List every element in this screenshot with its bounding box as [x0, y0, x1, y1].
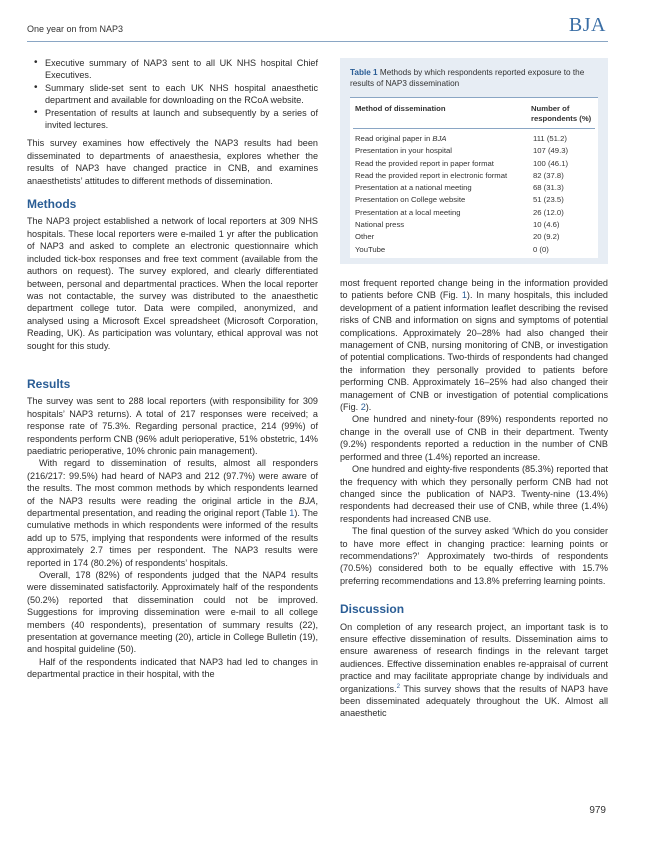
respondents-cell: 107 (49.3) — [533, 146, 569, 156]
method-cell — [353, 170, 529, 182]
method-cell — [353, 182, 529, 194]
right-paragraph-3: One hundred and eighty-five respondents (85.3%) reported that the frequency with which they personally perform CNB had not changed since the publication of NAP3. Twenty-nine (13.4%) respondents had decreased their use of CNB, while three (1.4%) respondents had increased CNB use. — [340, 464, 608, 524]
method-cell — [353, 145, 529, 157]
method-text: Read the provided report in electronic format — [355, 170, 508, 180]
intro-paragraph: This survey examines how effectively the NAP3 results had been disseminated to departments of anaesthesia, explores whether the results of NAP3 have changed practice in CNB, and examines anaesthetists’ attitudes to different methods of dissemination. — [27, 138, 318, 186]
methods-heading: Methods — [27, 197, 77, 212]
bullet-item: • Presentation of results at launch and subsequently by a series of invited lectures. — [45, 107, 318, 132]
method-text: Read the provided report in paper format — [355, 158, 494, 168]
table-row — [353, 158, 595, 170]
figure-1-reference-link[interactable]: 1 — [461, 290, 467, 301]
respondents-cell: 68 (31.3) — [533, 183, 564, 193]
figure-2-reference-link[interactable]: 2 — [360, 402, 366, 413]
method-cell — [353, 231, 529, 243]
right-paragraph-2: One hundred and ninety-four (89%) respondents reported no change in the overall use of CNB in their department. Twenty (9.2%) respondents reported a reduction in the number of CNB performed and three (1.4%) reported an increase. — [340, 414, 608, 462]
method-cell — [353, 129, 529, 146]
journal-logo: BJA — [568, 14, 606, 36]
table-row — [353, 170, 595, 182]
bullet-item: • Summary slide-set sent to each UK NHS hospital anaesthetic department and available for downloading on the RCoA website. — [45, 82, 318, 107]
results-p2-text-a: With regard to dissemination of results, almost all responders (216/217: 99.5%) had heard of NAP3 and 212 (97.7%) were aware of the results. The most common methods by which respondents learned of the NAP3 results were reading the original article in the — [27, 458, 318, 506]
running-title: One year on from NAP3 — [27, 24, 124, 34]
right-p1-text-b: ). In many hospitals, this included development of a patient information leaflet describing the revised risks of CNB and information on signs and symptoms of potential complications. Approximately 20–28% had also changed their management of CNB, nursing monitoring of CNB, or investigation of potential complications. Two-thirds of respondents had changed the information they personally provided to patients before performing CNB. Approximately 16–25% had also changed their management of CNB or investigation of potential complications (Fig. — [340, 290, 608, 413]
column-header-method: Method of dissemination — [355, 104, 446, 113]
method-text: Presentation in your hospital — [355, 146, 453, 156]
citation-2-link[interactable]: 2 — [396, 683, 400, 690]
column-header-number: Number of respondents (%) — [531, 104, 592, 123]
table-row — [353, 244, 595, 256]
method-cell — [353, 219, 529, 231]
respondents-cell: 0 (0) — [533, 244, 549, 254]
bullet-item: • Executive summary of NAP3 sent to all UK NHS hospital Chief Executives. — [45, 57, 318, 82]
method-text: Presentation at a national meeting — [355, 183, 472, 193]
discussion-text-b: This survey shows that the results of NAP3 have been disseminated adequately throughout the UK. Almost all anaesthetic — [340, 683, 608, 719]
results-heading: Results — [27, 376, 71, 391]
table-label: Table 1 — [350, 68, 378, 77]
method-cell — [353, 194, 529, 206]
right-paragraph-1 — [340, 277, 608, 413]
respondents-cell: 20 (9.2) — [533, 232, 560, 242]
table-row — [353, 145, 595, 157]
table-row — [353, 207, 595, 219]
respondents-cell: 100 (46.1) — [533, 158, 569, 168]
methods-paragraph: The NAP3 project established a network of local reporters at 309 NHS hospitals. These local reporters were e-mailed 1 yr after the publication of NAP3 and asked to complete an electronic questionnaire which included tick-box responses and free text comment (available from the authors on request). The survey explored, and clearly differentiated between, personal and departmental practices. When the local reporter was not contactable, the survey was distributed to the anaesthetic department college tutor. Data were compiled, anonymized, and analysed using a Microsoft Excel spreadsheet (Microsoft Corporation, Reading, UK). As participation was voluntary, ethical approval was not sought for this study. — [27, 216, 318, 351]
method-text: YouTube — [355, 244, 386, 254]
results-paragraph-3: Overall, 178 (82%) of respondents judged that the NAP4 results were disseminated satisfactorily. Approximately half of the respondents (50.2%) reported that dissemination could not be improved. Suggestions for improving dissemination were e-mail to all college members (40 respondents), presentation of summary results (22), presentation at governance meeting (20), article in College Bulletin (19), and hospital guideline (50). — [27, 570, 318, 655]
table-rows — [353, 129, 595, 256]
respondents-cell: 26 (12.0) — [533, 207, 564, 217]
method-cell — [353, 207, 529, 219]
table-1 — [340, 58, 608, 264]
table-reference-link[interactable]: 1 — [289, 508, 295, 518]
table-caption — [350, 67, 598, 89]
table-header-row — [353, 98, 595, 129]
results-p2-text-c: ). The cumulative methods in which respondents were informed of the results add up to 575, implying that respondents were informed of the results approximately 2.7 times per respondent. The NAP3 results were reported in 174 (80.2%) of respondents’ hospitals. — [27, 508, 318, 568]
results-paragraph-4: Half of the respondents indicated that NAP3 had led to changes in departmental practice in their hospital, with the — [27, 656, 318, 680]
journal-name: BJA — [298, 495, 316, 506]
results-p2-text-b: , departmental presentation, and reading the original report (Table — [27, 495, 318, 518]
right-p1-text-c: ). — [365, 402, 372, 413]
respondents-cell: 51 (23.5) — [533, 195, 564, 205]
table-row — [353, 182, 595, 194]
respondents-cell: 10 (4.6) — [533, 220, 560, 230]
method-text: Read original paper in — [355, 134, 433, 143]
right-p1-text-a: most frequent reported change being in the information provided to patients before CNB (Fig. — [340, 278, 608, 301]
discussion-paragraph — [340, 621, 608, 720]
results-paragraph-2 — [27, 457, 318, 569]
method-cell — [353, 244, 529, 256]
right-column — [340, 277, 608, 720]
table-row — [353, 231, 595, 243]
method-text: Presentation at a local meeting — [355, 207, 461, 217]
respondents-cell: 111 (51.2) — [533, 134, 567, 143]
results-paragraph-1: The survey was sent to 288 local reporters (with responsibility for 309 hospitals’ NAP3 returns). A total of 217 responses were received; a response rate of 75.3%. Regarding personal practice, 214 (99%) of respondents perform CNB (96% adult perioperative, 51% obstetric, 14% paediatric perioperative, 10% chronic pain management). — [27, 396, 318, 456]
right-paragraph-4: The final question of the survey asked ‘Which do you consider to have more effect in changing practice: learning points or recommendations?’ Approximately two-thirds of respondents (70.5%) considered both to be equally effective with 15.7% preferring recommendations and 13.8% preferring learning points. — [340, 526, 608, 586]
discussion-text-a: On completion of any research project, an important task is to ensure effective dissemination of results. Dissemination aims to ensure awareness of research findings in the relevant target audiences. Effective dissemination enables re-appraisal of current practice and may facilitate appropriate change by individuals and organizations. — [340, 621, 608, 694]
page-number: 979 — [589, 805, 606, 816]
left-column — [27, 57, 318, 681]
table-body-panel — [350, 97, 598, 258]
header-rule — [27, 41, 608, 42]
method-text: National press — [355, 220, 405, 230]
table-row — [353, 219, 595, 231]
dissemination-bullet-list — [27, 57, 318, 131]
method-emphasis: BJA — [432, 134, 447, 143]
discussion-heading: Discussion — [340, 602, 405, 617]
method-text: Other — [355, 232, 375, 242]
dissemination-table — [353, 98, 595, 256]
respondents-cell: 82 (37.8) — [533, 170, 564, 180]
table-caption-text: Methods by which respondents reported exposure to the results of NAP3 dissemination — [350, 68, 585, 88]
method-text: Presentation on College website — [355, 195, 466, 205]
method-cell — [353, 158, 529, 170]
table-row — [353, 129, 595, 146]
table-row — [353, 194, 595, 206]
